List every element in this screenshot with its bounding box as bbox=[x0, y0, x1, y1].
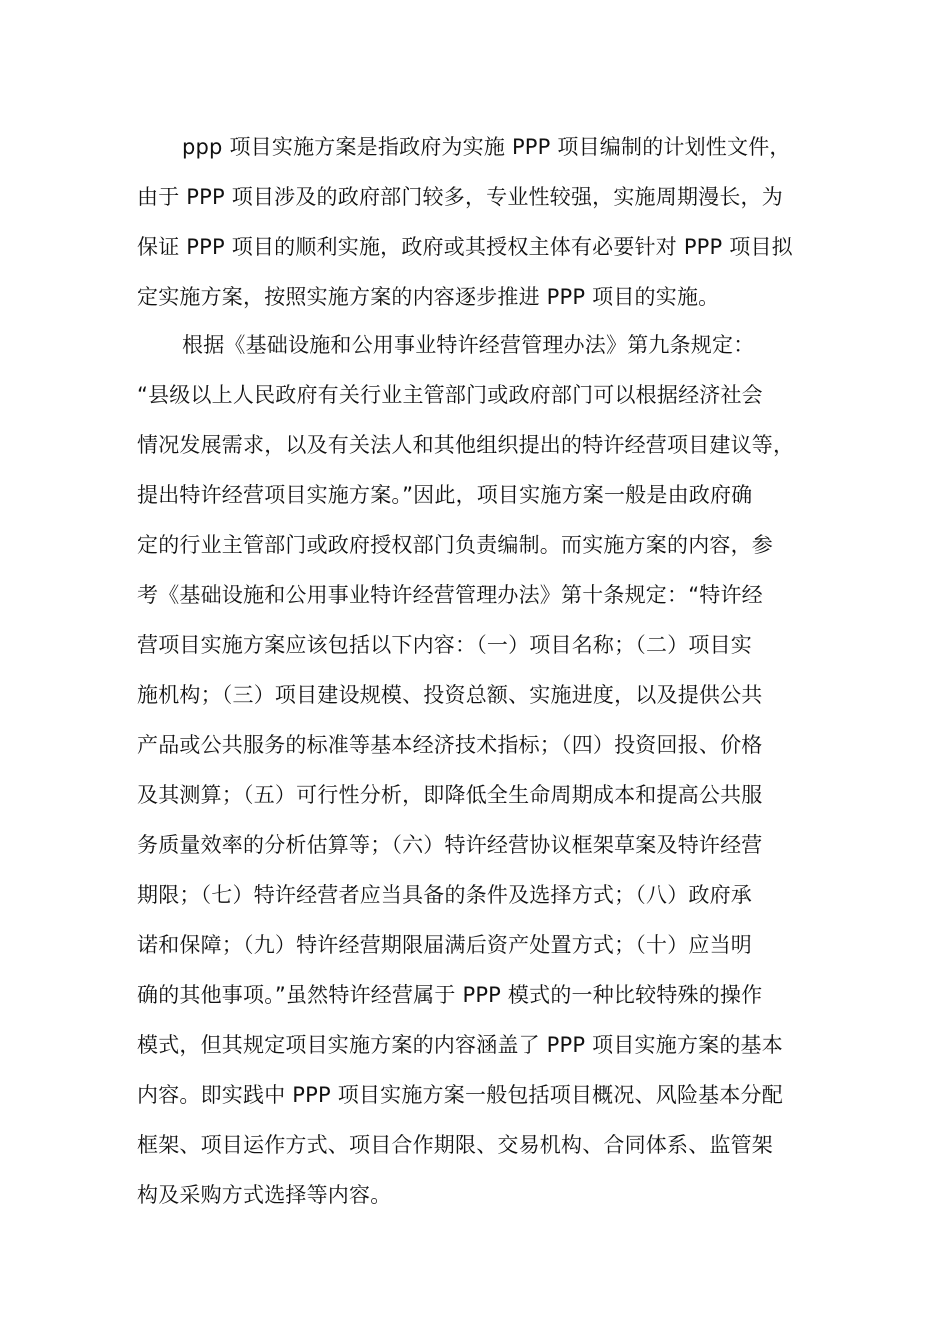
paragraph-2-line: “县级以上人民政府有关行业主管部门或政府部门可以根据经济社会 bbox=[137, 383, 763, 407]
paragraph-2-line: 构及采购方式选择等内容。 bbox=[137, 1183, 392, 1207]
paragraph-2-line: 考《基础设施和公用事业特许经营管理办法》第十条规定：“特许经 bbox=[137, 583, 763, 607]
paragraph-1-line: ppp 项目实施方案是指政府为实施 PPP 项目编制的计划性文件， bbox=[182, 135, 791, 159]
paragraph-1-line: 定实施方案，按照实施方案的内容逐步推进 PPP 项目的实施。 bbox=[137, 285, 720, 309]
paragraph-2-line: 框架、项目运作方式、项目合作期限、交易机构、合同体系、监管架 bbox=[137, 1133, 773, 1157]
paragraph-2-line: 情况发展需求，以及有关法人和其他组织提出的特许经营项目建议等， bbox=[137, 433, 795, 457]
paragraph-2-line: 期限；（七）特许经营者应当具备的条件及选择方式；（八）政府承 bbox=[137, 883, 752, 907]
paragraph-1-line: 保证 PPP 项目的顺利实施，政府或其授权主体有必要针对 PPP 项目拟 bbox=[137, 235, 793, 259]
paragraph-2-line: 营项目实施方案应该包括以下内容：（一）项目名称；（二）项目实 bbox=[137, 633, 752, 657]
paragraph-2-line: 诺和保障；（九）特许经营期限届满后资产处置方式；（十）应当明 bbox=[137, 933, 752, 957]
paragraph-2-line: 务质量效率的分析估算等；（六）特许经营协议框架草案及特许经营 bbox=[137, 833, 763, 857]
paragraph-2-line: 确的其他事项。”虽然特许经营属于 PPP 模式的一种比较特殊的操作 bbox=[137, 983, 763, 1007]
paragraph-2-line: 施机构；（三）项目建设规模、投资总额、实施进度，以及提供公共 bbox=[137, 683, 763, 707]
paragraph-2-line: 及其测算；（五）可行性分析，即降低全生命周期成本和提高公共服 bbox=[137, 783, 763, 807]
paragraph-1-line: 由于 PPP 项目涉及的政府部门较多，专业性较强，实施周期漫长，为 bbox=[137, 185, 783, 209]
paragraph-2-line: 提出特许经营项目实施方案。”因此，项目实施方案一般是由政府确 bbox=[137, 483, 753, 507]
paragraph-2-line: 根据《基础设施和公用事业特许经营管理办法》第九条规定： bbox=[182, 333, 755, 357]
paragraph-2-line: 产品或公共服务的标准等基本经济技术指标；（四）投资回报、价格 bbox=[137, 733, 763, 757]
paragraph-2-line: 定的行业主管部门或政府授权部门负责编制。而实施方案的内容，参 bbox=[137, 533, 773, 557]
paragraph-2-line: 内容。即实践中 PPP 项目实施方案一般包括项目概况、风险基本分配 bbox=[137, 1083, 783, 1107]
paragraph-2-line: 模式，但其规定项目实施方案的内容涵盖了 PPP 项目实施方案的基本 bbox=[137, 1033, 783, 1057]
